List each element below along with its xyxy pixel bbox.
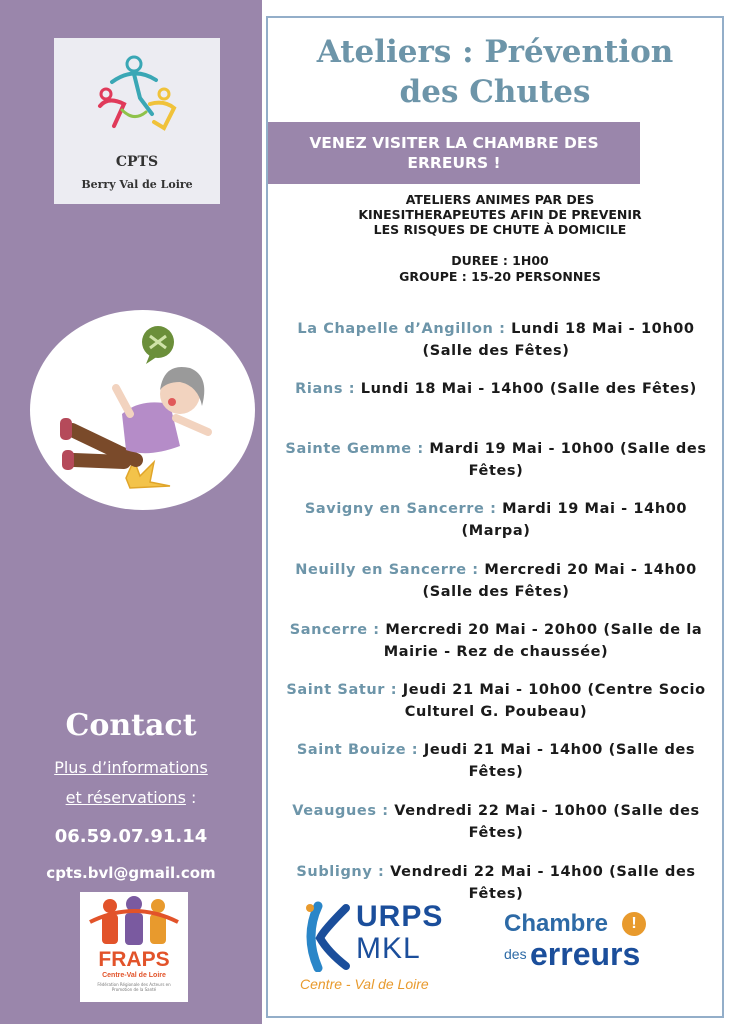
fraps-region: Centre-Val de Loire (102, 972, 166, 979)
session-place: Subligny : (296, 864, 385, 880)
page-title (266, 32, 724, 112)
session-place: Savigny en Sancerre : (304, 501, 497, 517)
banner-line1: VENEZ VISITER LA CHAMBRE DES (309, 134, 599, 152)
cpts-name: CPTS (115, 154, 159, 170)
fraps-logo (80, 892, 188, 1002)
session-item (276, 800, 716, 844)
dizzy-bubble-icon (142, 326, 174, 364)
cpts-logo (54, 38, 220, 204)
session-item (276, 679, 716, 723)
session-detail: Mercredi 20 Mai - 20h00 (Salle de la Mairie - Rez de chaussée) (379, 622, 703, 660)
duration-text: DUREE : 1H00 (451, 253, 549, 268)
chambre-line2: erreurs (530, 936, 641, 972)
session-item (276, 378, 716, 400)
contact-info-text: Plus d’informations (54, 758, 208, 777)
session-detail: Lundi 18 Mai - 10h00 (Salle des Fêtes) (422, 321, 695, 359)
intro-text (300, 192, 700, 237)
session-info (300, 253, 700, 285)
cpts-subtitle: Berry Val de Loire (81, 178, 193, 191)
contact-phone[interactable]: 06.59.07.91.14 (54, 826, 208, 847)
session-place: Sancerre : (289, 622, 380, 638)
fraps-description: Fédération Régionale des Acteurs en Promotion de la Santé (97, 982, 171, 992)
sidebar (0, 0, 262, 1024)
session-place: Saint Bouize : (296, 742, 419, 758)
falling-woman-illustration (30, 310, 255, 510)
page-title-line1: Ateliers : Prévention (316, 34, 674, 70)
contact-title: Contact (65, 708, 197, 743)
session-item (276, 498, 716, 542)
session-detail: Vendredi 22 Mai - 10h00 (Salle des Fêtes) (388, 803, 700, 841)
contact-reservation-line (0, 788, 262, 807)
group-text: GROUPE : 15-20 PERSONNES (399, 269, 601, 284)
urps-logo (298, 898, 468, 994)
page-title-line2: des Chutes (399, 74, 591, 110)
contact-reservation-text: et réservations (65, 788, 186, 807)
session-detail: Mardi 19 Mai - 10h00 (Salle des Fêtes) (423, 441, 707, 479)
session-detail: Mercredi 20 Mai - 14h00 (Salle des Fêtes) (422, 562, 697, 600)
session-detail: Vendredi 22 Mai - 14h00 (Salle des Fêtes) (384, 864, 696, 902)
session-place: Veaugues : (292, 803, 389, 819)
cpts-logo-icon (94, 52, 180, 148)
urps-region: Centre - Val de Loire (300, 976, 429, 992)
urps-name: URPS (356, 900, 444, 933)
session-place: Rians : (295, 381, 356, 397)
intro-line3: LES RISQUES DE CHUTE À DOMICILE (373, 222, 627, 237)
session-detail: Jeudi 21 Mai - 14h00 (Salle des Fêtes) (418, 742, 696, 780)
contact-info-line (0, 758, 262, 777)
session-item (276, 619, 716, 663)
intro-line1: ATELIERS ANIMES PAR DES (405, 192, 595, 207)
session-item (276, 438, 716, 482)
session-place: Neuilly en Sancerre : (295, 562, 479, 578)
fraps-name: FRAPS (98, 948, 170, 971)
promo-banner (268, 122, 640, 184)
session-detail: Jeudi 21 Mai - 10h00 (Centre Socio Culturel G. Poubeau) (397, 682, 706, 720)
urps-k-icon (298, 900, 352, 972)
session-item (276, 739, 716, 783)
session-item (276, 318, 716, 362)
chambre-des: des (504, 946, 527, 962)
chambre-line1: Chambre (504, 910, 609, 937)
banner-line2: ERREURS ! (407, 154, 501, 172)
intro-line2: KINESITHERAPEUTES AFIN DE PREVENIR (358, 207, 642, 222)
session-detail: Mardi 19 Mai - 14h00 (Marpa) (461, 501, 688, 539)
session-place: Sainte Gemme : (285, 441, 424, 457)
contact-email[interactable]: cpts.bvl@gmail.com (46, 864, 216, 882)
session-item (276, 559, 716, 603)
chambre-des-erreurs-logo (500, 910, 670, 980)
fraps-people-icon (80, 894, 188, 950)
session-detail: Lundi 18 Mai - 14h00 (Salle des Fêtes) (355, 381, 697, 397)
exclamation-icon: ! (622, 912, 646, 936)
session-place: Saint Satur : (286, 682, 398, 698)
contact-reservation-colon: : (185, 788, 197, 807)
urps-sub: MKL (356, 932, 421, 965)
session-place: La Chapelle d’Angillon : (297, 321, 506, 337)
